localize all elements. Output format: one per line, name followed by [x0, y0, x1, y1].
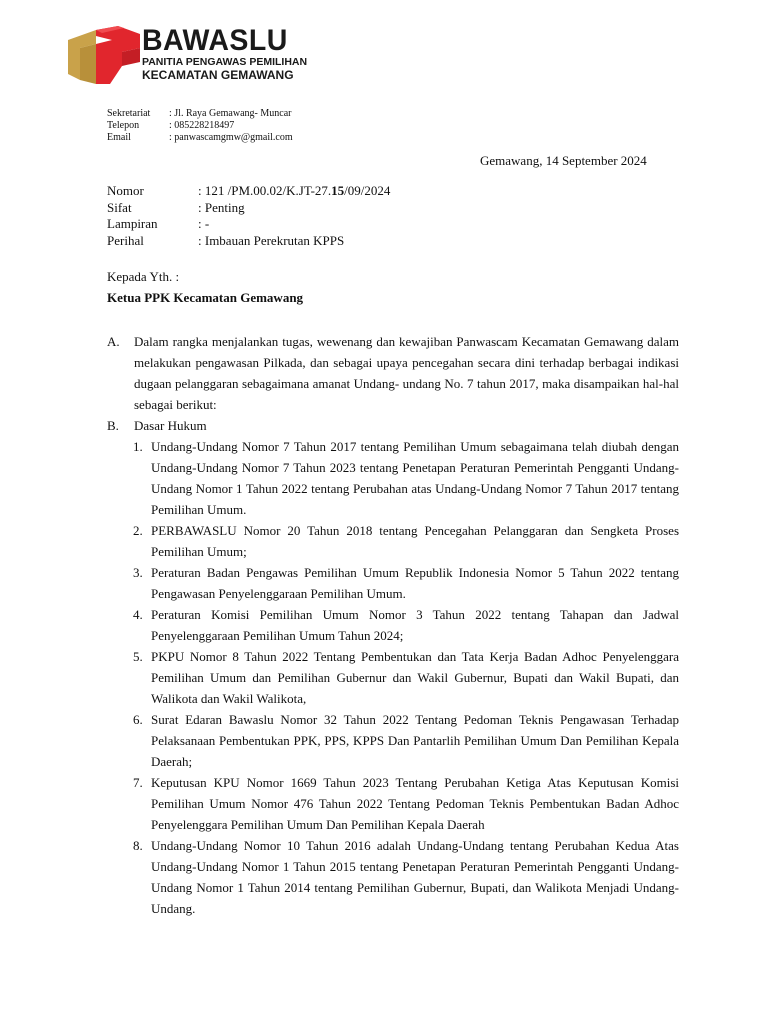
meta-value: : Penting — [198, 199, 245, 215]
item-number: 7. — [133, 775, 143, 790]
contact-row — [107, 120, 293, 132]
item-text: Surat Edaran Bawaslu Nomor 32 Tahun 2022 Tentang Pedoman Teknis Pengawasan Terhadap Pelaksanaan Pembentukan PPK, PPS, KPPS Dan Pantarlih Pemilihan Umum Dan Pemilihan Kepala Daerah; — [151, 712, 679, 769]
item-text: Peraturan Badan Pengawas Pemilihan Umum Republik Indonesia Nomor 5 Tahun 2022 tentang Pengawasan Penyelenggaraan Pemilihan Umum. — [151, 565, 679, 601]
section-a — [107, 331, 679, 415]
contact-value: : 085228218497 — [169, 120, 235, 131]
list-item — [133, 709, 679, 772]
meta-row-lampiran — [107, 216, 390, 233]
contact-block — [107, 108, 293, 144]
contact-row — [107, 108, 293, 120]
section-title: Dasar Hukum — [134, 418, 207, 433]
item-number: 1. — [133, 439, 143, 454]
brand-subtitle: PANITIA PENGAWAS PEMILIHAN — [142, 56, 308, 68]
item-number: 6. — [133, 712, 143, 727]
list-item — [133, 835, 679, 919]
list-item — [133, 520, 679, 562]
contact-value: : Jl. Raya Gemawang- Muncar — [169, 108, 292, 119]
item-number: 4. — [133, 607, 143, 622]
item-text: Keputusan KPU Nomor 1669 Tahun 2023 Tentang Perubahan Ketiga Atas Keputusan Komisi Pemilihan Umum Nomor 476 Tahun 2022 Tentang Pedoman Teknis Pembentukan Badan Adhoc Penyelenggara Pemilihan Umum Dan Pemilihan Kepala Daerah — [151, 775, 679, 832]
list-item — [133, 604, 679, 646]
list-item — [133, 772, 679, 835]
meta-row-sifat — [107, 200, 390, 217]
contact-row — [107, 132, 293, 144]
item-text: PKPU Nomor 8 Tahun 2022 Tentang Pembentukan dan Tata Kerja Badan Adhoc Penyelenggara Pemilihan Umum dan Pemilihan Gubernur dan Wakil Gubernur, Bupati dan Wakil Bupati, dan Walikota dan Wakil Walikota, — [151, 649, 679, 706]
nomor-suffix: /09/2024 — [344, 183, 391, 198]
meta-label: Nomor — [107, 183, 144, 198]
meta-label: Sifat — [107, 199, 132, 215]
contact-label: Email — [107, 132, 131, 143]
brand-title: BAWASLU — [142, 24, 288, 57]
letter-body — [107, 331, 679, 919]
item-text: Undang-Undang Nomor 7 Tahun 2017 tentang Pemilihan Umum sebagaimana telah diubah dengan Undang-Undang Nomor 7 Tahun 2023 tentang Penetapan Peraturan Pemerintah Pengganti Undang-Undang Nomor 1 Tahun 2022 tentang Perubahan atas Undang-Undang Nomor 7 Tahun 2017 tentang Pemilihan Umum. — [151, 439, 679, 517]
nomor-prefix: : 121 /PM.00.02/K.JT-27. — [198, 183, 332, 198]
meta-value: : - — [198, 216, 210, 231]
list-item — [133, 562, 679, 604]
item-text: Undang-Undang Nomor 10 Tahun 2016 adalah Undang-Undang tentang Perubahan Kedua Atas Undang-Undang Nomor 1 Tahun 2015 tentang Penetapan Peraturan Pemerintah Pengganti Undang-Undang Nomor 1 Tahun 2014 tentang Pemilihan Gubernur, Bupati, dan Walikota Menjadi Undang-Undang. — [151, 838, 679, 916]
item-text: PERBAWASLU Nomor 20 Tahun 2018 tentang Pencegahan Pelanggaran dan Sengketa Proses Pemilihan Umum; — [151, 523, 679, 559]
brand-district: KECAMATAN GEMAWANG — [142, 68, 294, 82]
section-text: Dalam rangka menjalankan tugas, wewenang dan kewajiban Panwascam Kecamatan Gemawang dalam melakukan pengawasan Pilkada, dan sebagai upaya pencegahan secara dini terhadap berbagai indikasi dugaan pelanggaran sebagaimana amanat Undang- undang No. 7 tahun 2017, maka disampaikan hal-hal sebagai berikut: — [134, 334, 679, 412]
item-number: 5. — [133, 649, 143, 664]
list-item — [133, 646, 679, 709]
meta-row-nomor — [107, 183, 390, 200]
letter-meta — [107, 183, 390, 249]
contact-label: Telepon — [107, 120, 140, 131]
meta-row-perihal — [107, 233, 390, 250]
section-label: A. — [107, 334, 120, 349]
nomor-bold: 15 — [331, 183, 345, 198]
meta-value — [198, 183, 390, 200]
contact-label: Sekretariat — [107, 108, 151, 119]
brand-block — [142, 24, 307, 82]
salutation: Kepada Yth. : — [107, 269, 180, 284]
legal-basis-list — [133, 436, 679, 919]
list-item — [133, 436, 679, 520]
meta-value: : Imbauan Perekrutan KPPS — [198, 232, 345, 248]
meta-label: Lampiran — [107, 216, 158, 231]
contact-value: : panwascamgmw@gmail.com — [169, 132, 293, 143]
item-number: 3. — [133, 565, 143, 580]
section-b — [107, 415, 679, 436]
meta-label: Perihal — [107, 232, 144, 248]
recipient-name: Ketua PPK Kecamatan Gemawang — [107, 290, 304, 305]
letter-date: Gemawang, 14 September 2024 — [480, 153, 647, 168]
item-text: Peraturan Komisi Pemilihan Umum Nomor 3 Tahun 2022 tentang Tahapan dan Jadwal Penyelenggaraan Pemilihan Umum Tahun 2024; — [151, 607, 679, 643]
section-label: B. — [107, 418, 119, 433]
item-number: 8. — [133, 838, 143, 853]
bawaslu-logo-icon — [66, 26, 142, 84]
item-number: 2. — [133, 523, 143, 538]
